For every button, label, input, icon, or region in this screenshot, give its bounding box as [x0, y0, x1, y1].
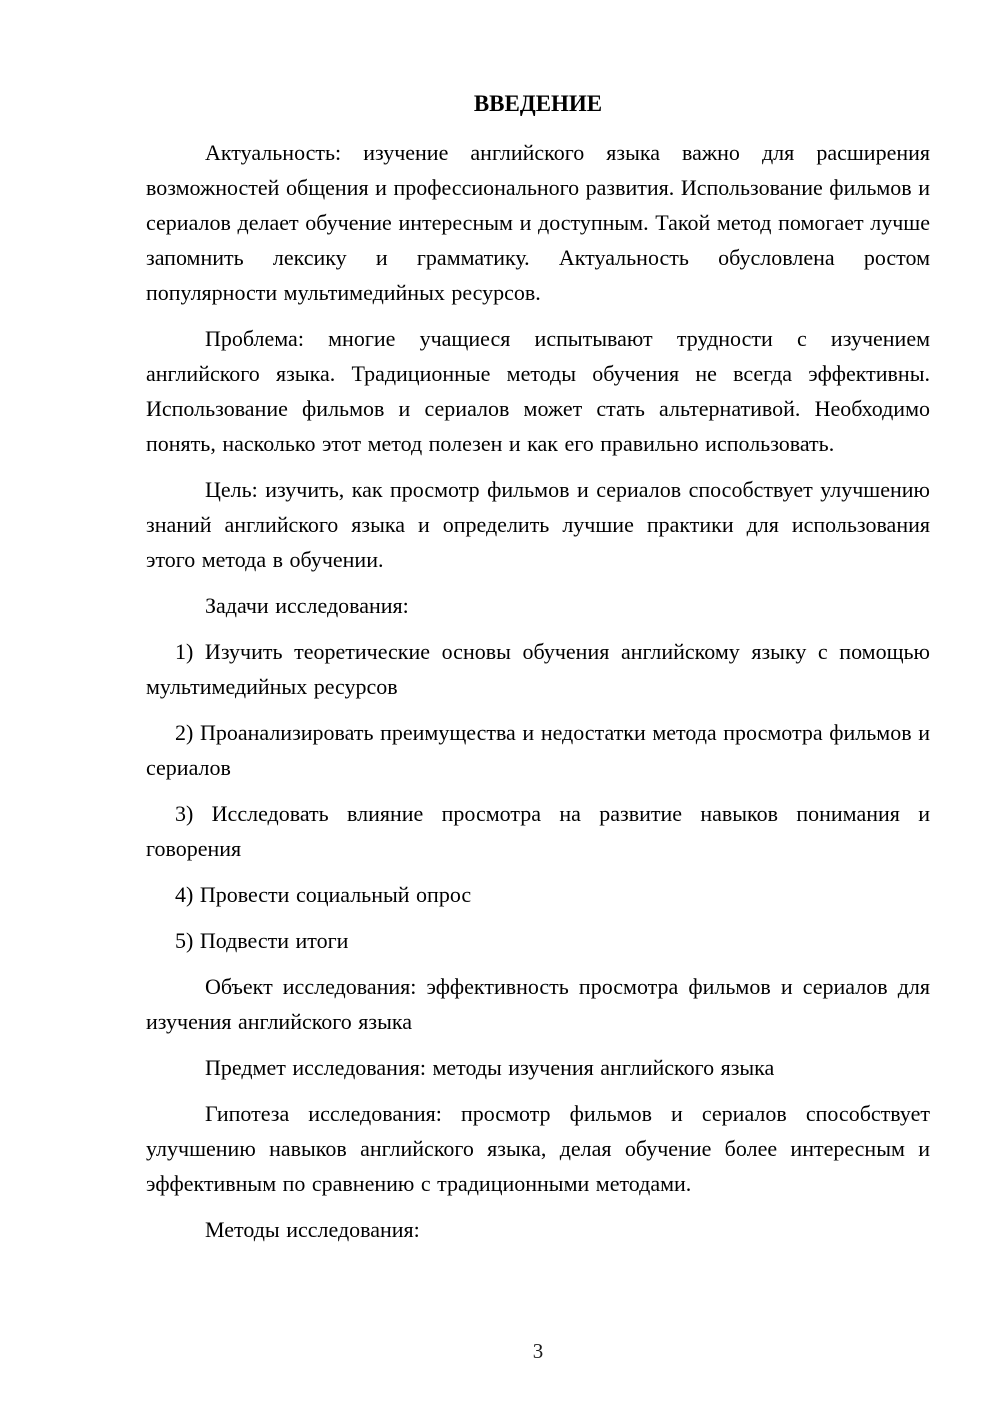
- page-number: 3: [532, 1339, 544, 1363]
- page-title: ВВЕДЕНИЕ: [473, 91, 603, 116]
- paragraph-zadachi-heading: Задачи исследования:: [205, 593, 409, 618]
- list-item-task-2: 2) Проанализировать преимущества и недостатки метода просмотра фильмов и сериалов: [146, 720, 930, 780]
- paragraph-tsel: Цель: изучить, как просмотр фильмов и сериалов способствует улучшению знаний английского языка и определить лучшие практики для использования этого метода в обучении.: [146, 477, 930, 572]
- paragraph-aktualnost: Актуальность: изучение английского языка важно для расширения возможностей общения и профессионального развития. Использование фильмов и сериалов делает обучение интересным и доступным. Такой метод помогает лучше запомнить лексику и грамматику. Актуальность обусловлена ростом популярности мультимедийных ресурсов.: [146, 140, 930, 305]
- list-item-task-4: 4) Провести социальный опрос: [175, 882, 472, 907]
- paragraph-metody-heading: Методы исследования:: [205, 1217, 420, 1242]
- list-item-task-5: 5) Подвести итоги: [175, 928, 349, 953]
- list-item-task-1: 1) Изучить теоретические основы обучения английскому языку с помощью мультимедийных ресурсов: [146, 639, 930, 699]
- paragraph-problema: Проблема: многие учащиеся испытывают трудности с изучением английского языка. Традиционные методы обучения не всегда эффективны. Использование фильмов и сериалов может стать альтернативой. Необходимо понять, насколько этот метод полезен и как его правильно использовать.: [146, 326, 930, 456]
- paragraph-obekt: Объект исследования: эффективность просмотра фильмов и сериалов для изучения английского языка: [146, 974, 930, 1034]
- paragraph-gipoteza: Гипотеза исследования: просмотр фильмов и сериалов способствует улучшению навыков английского языка, делая обучение более интересным и эффективным по сравнению с традиционными методами.: [146, 1101, 930, 1196]
- paragraph-predmet: Предмет исследования: методы изучения английского языка: [205, 1055, 775, 1080]
- list-item-task-3: 3) Исследовать влияние просмотра на развитие навыков понимания и говорения: [146, 801, 930, 861]
